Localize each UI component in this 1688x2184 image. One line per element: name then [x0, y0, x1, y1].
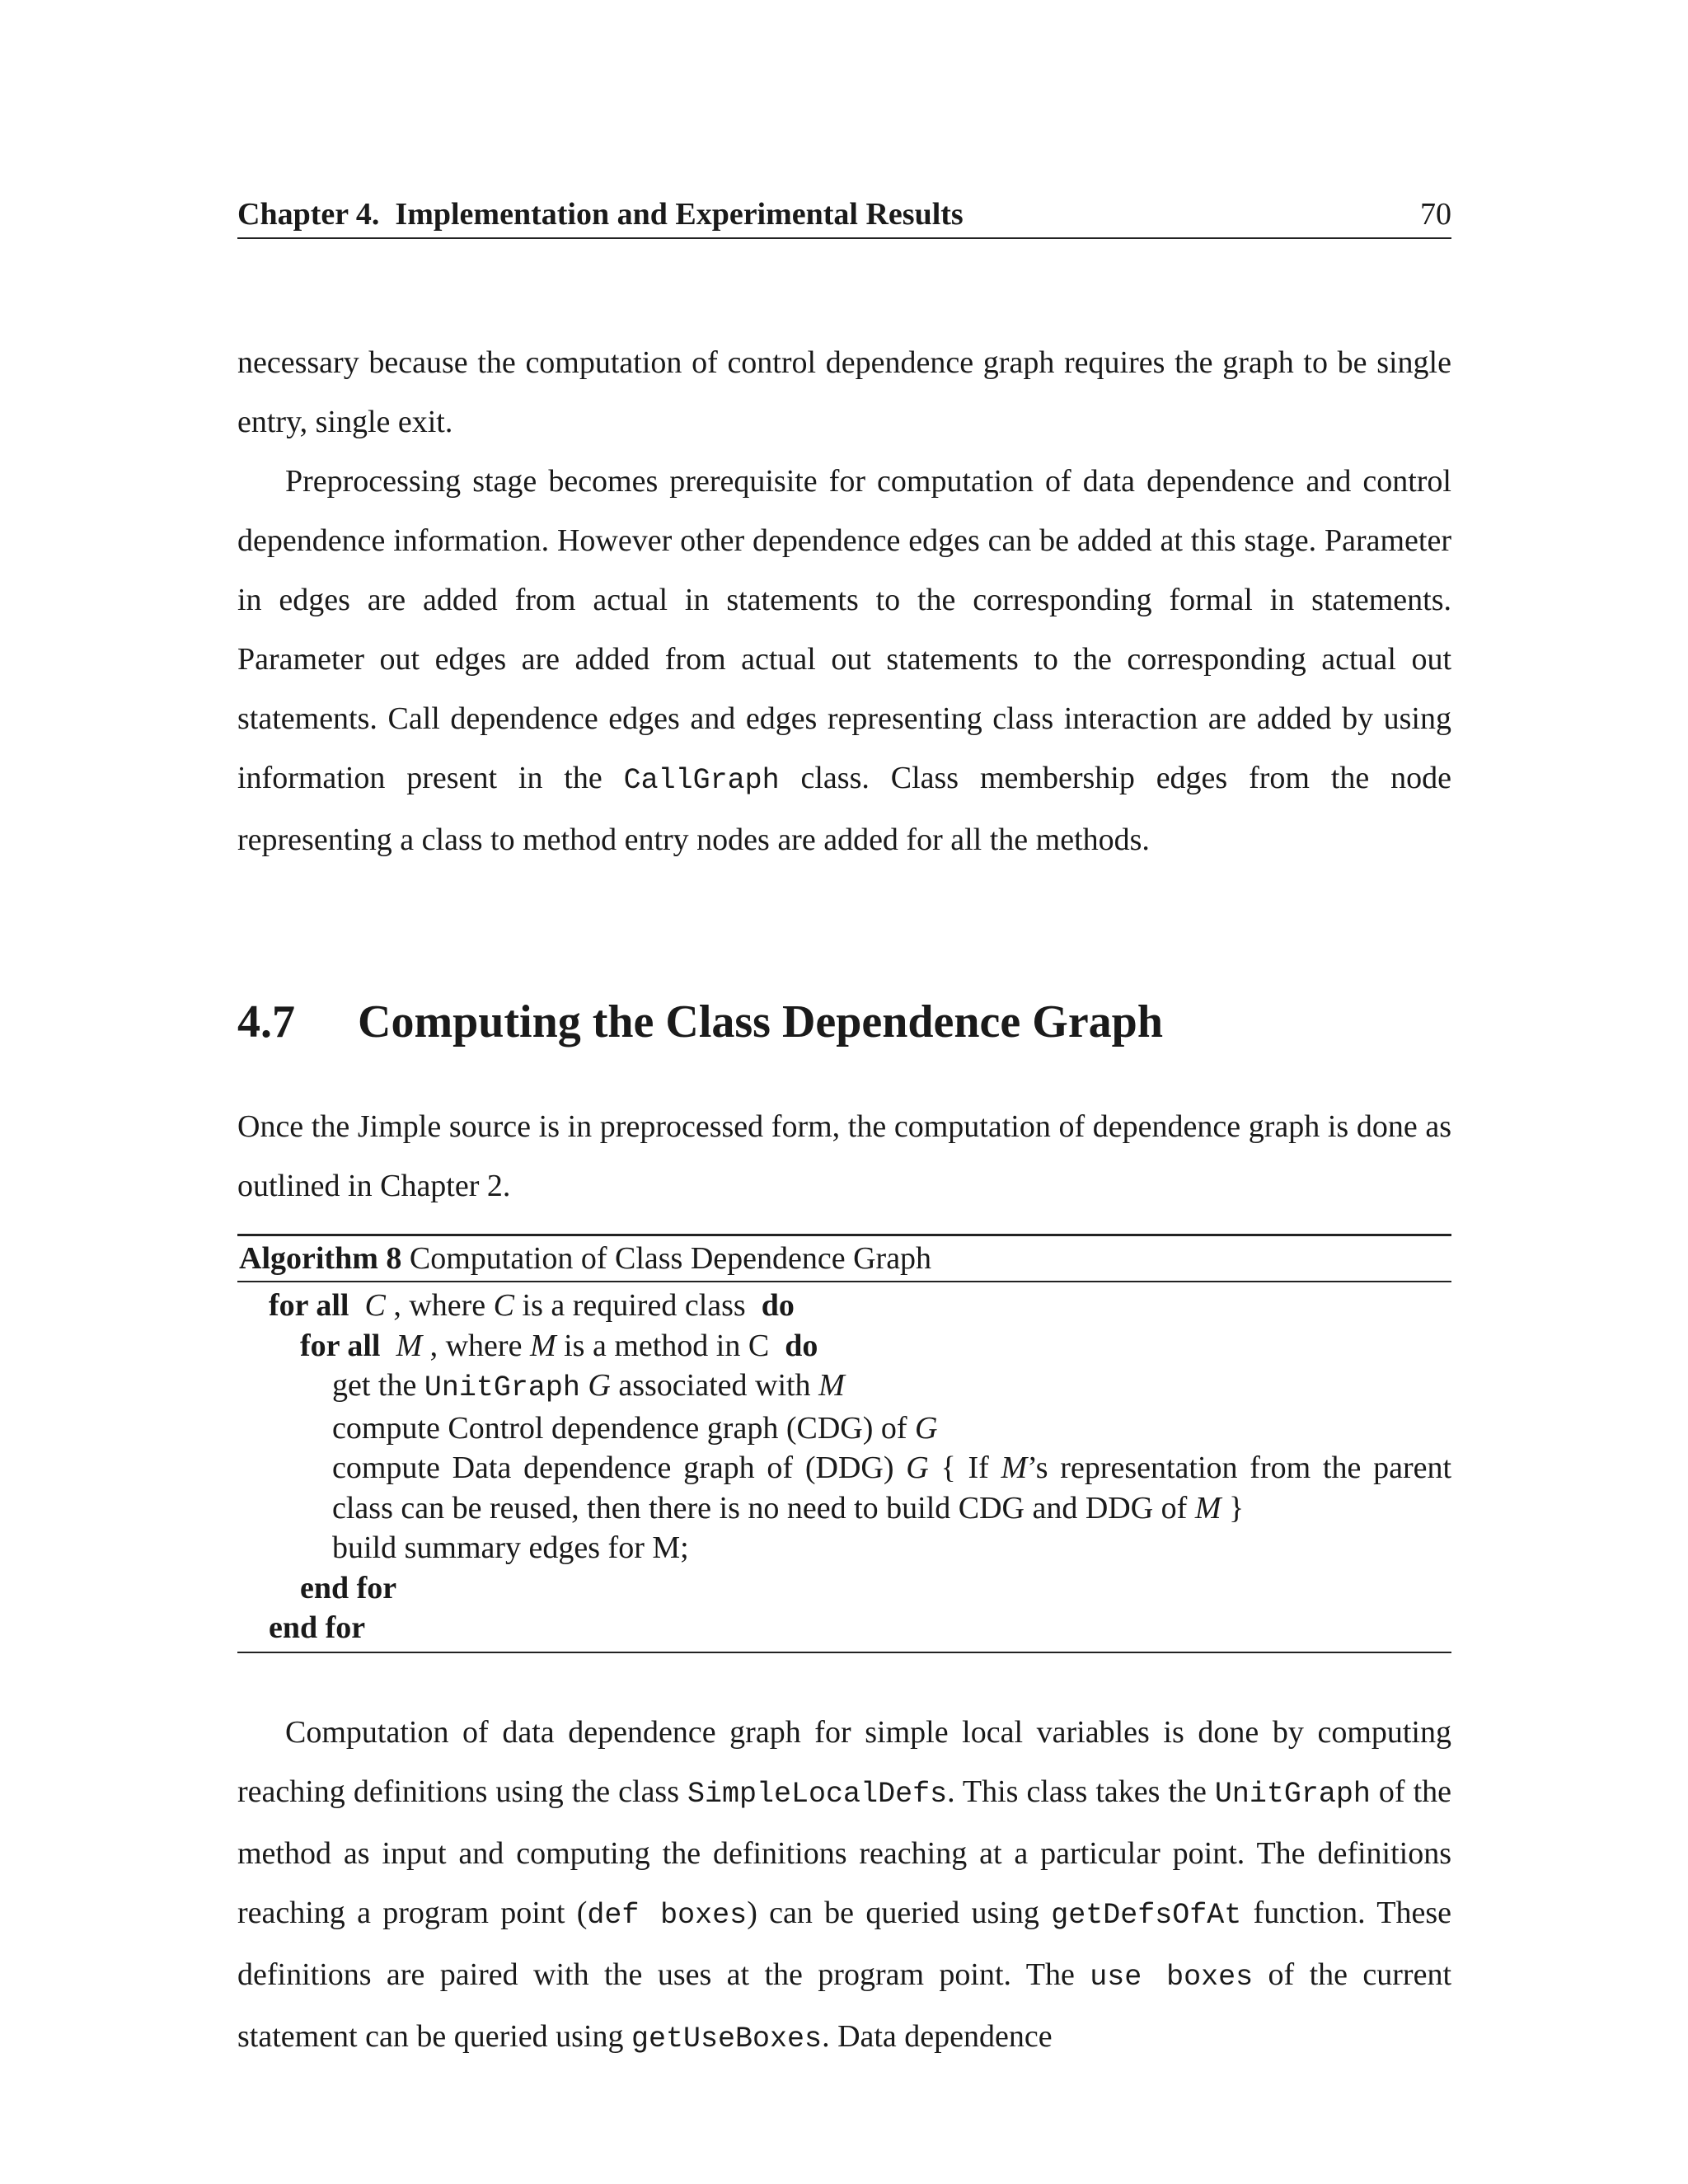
- code-use-boxes: use boxes: [1090, 1961, 1254, 1994]
- page-number: 70: [1420, 197, 1451, 232]
- running-header: [237, 196, 1451, 239]
- algo-line-2: for all M , where M is a method in C do: [300, 1328, 818, 1363]
- algo-line-1: for all C , where C is a required class do: [269, 1288, 795, 1323]
- algo-line-4: compute Control dependence graph (CDG) of G: [332, 1410, 938, 1446]
- algo-line-6: build summary edges for M;: [332, 1530, 689, 1565]
- section-number: 4.7: [237, 996, 295, 1047]
- paragraph-3: Once the Jimple source is in preprocessed form, the computation of dependence graph is done as outlined in Chapter 2.: [237, 1109, 1451, 1203]
- code-callgraph: CallGraph: [623, 764, 780, 797]
- algorithm-body: [237, 1282, 1451, 1652]
- section-heading: [237, 996, 1451, 1048]
- paragraph-2: Preprocessing stage becomes prerequisite for computation of data dependence and control dependence information. However other dependence edges can be added at this stage. Parameter in edges are added from actual in statements to the corresponding formal in statements. Parameter out edges are added from actual out statements to the corresponding actual out statements. Call dependence edges and edges representing class interaction are added by using information present in the CallGraph class. Class membership edges from the node representing a class to method entry nodes are added for all the methods.: [237, 464, 1451, 857]
- algorithm-caption: Algorithm 8 Computation of Class Dependence Graph: [237, 1236, 1451, 1282]
- algo-line-end-inner: end for: [300, 1570, 397, 1605]
- code-def-boxes: def boxes: [587, 1899, 748, 1932]
- code-unitgraph: UnitGraph: [1214, 1778, 1371, 1811]
- algo-line-3: get the UnitGraph G associated with M: [332, 1368, 845, 1404]
- code-getuseboxes: getUseBoxes: [631, 2022, 823, 2055]
- algo-line-5: compute Data dependence graph of (DDG) G { If M’s representation from the parent class can be reused, then there is no need to build CDG and DDG of M }: [332, 1451, 1452, 1526]
- algorithm-box: [237, 1234, 1451, 1653]
- header-title: Chapter 4. Implementation and Experimental Results: [237, 197, 964, 232]
- algo-line-end-outer: end for: [269, 1610, 366, 1645]
- code-simplelocaldefs: SimpleLocalDefs: [687, 1778, 948, 1811]
- paragraph-4: Computation of data dependence graph for simple local variables is done by computing reaching definitions using the class SimpleLocalDefs. This class takes the UnitGraph of the method as input and computing the definitions reaching at a particular point. The definitions reaching a program point (def boxes) can be queried using getDefsOfAt function. These definitions are paired with the uses at the program point. The use boxes of the current statement can be queried using getUseBoxes. Data dependence: [237, 1715, 1452, 2055]
- section-title: Computing the Class Dependence Graph: [358, 996, 1163, 1047]
- paragraph-1: necessary because the computation of control dependence graph requires the graph to be single entry, single exit.: [237, 345, 1451, 439]
- code-getdefsofat: getDefsOfAt: [1051, 1899, 1242, 1932]
